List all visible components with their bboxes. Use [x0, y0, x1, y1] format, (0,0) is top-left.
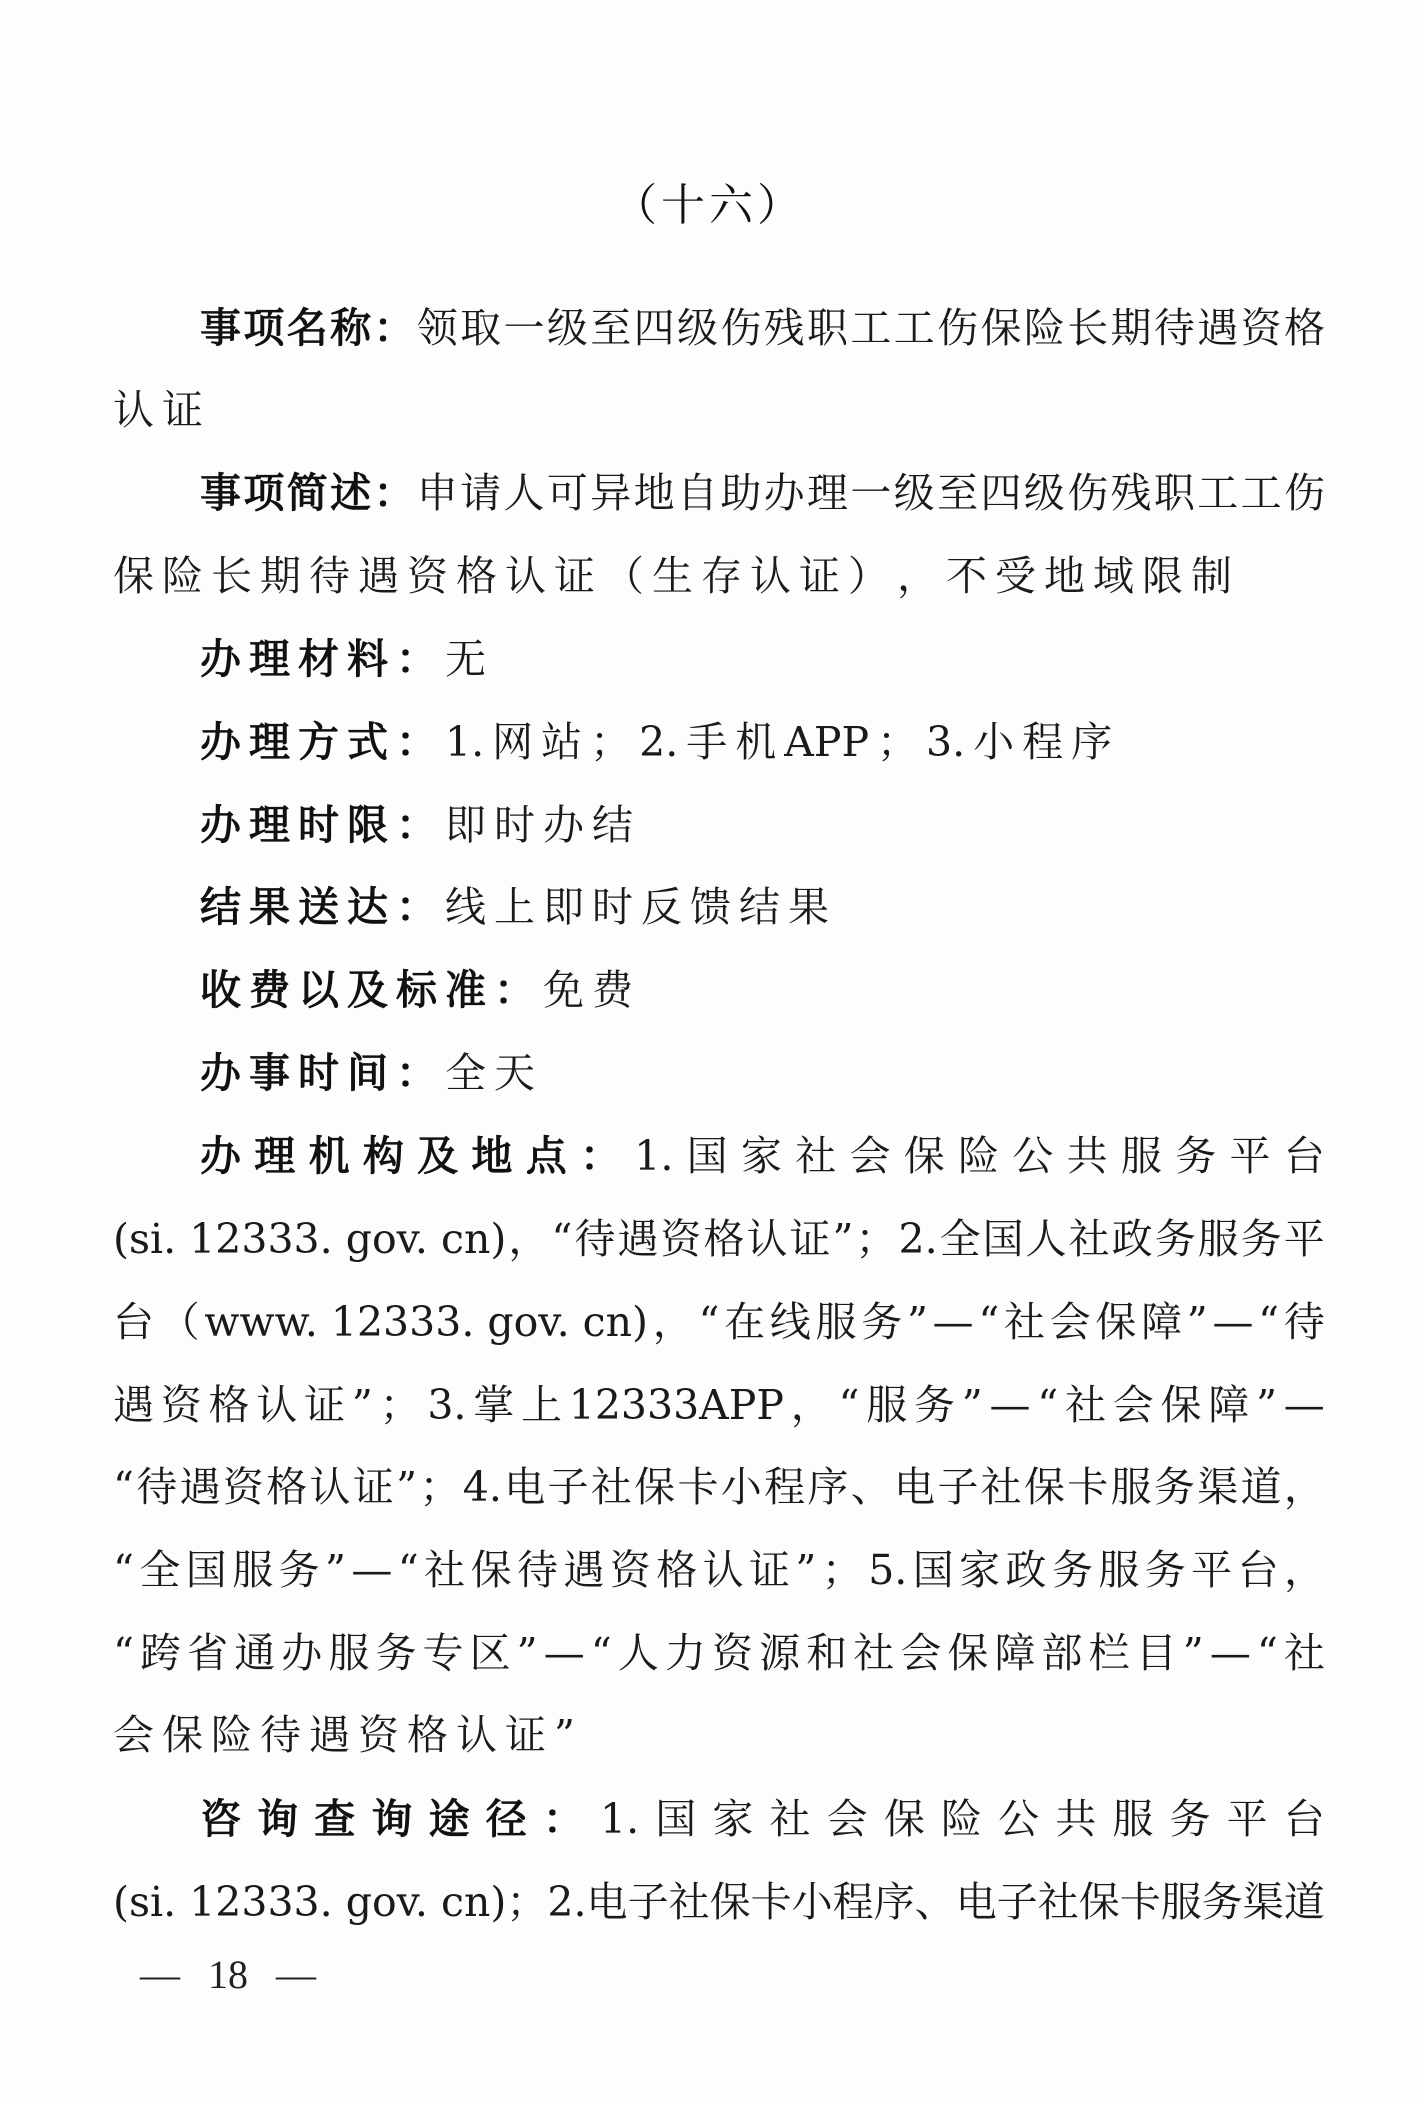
continuation-line: 认 证	[113, 386, 203, 434]
field-line: 事 项 简 述 ： 申 请 人 可 异 地 自 助 办 理 一 级 至 四 级 伤 残 职 工 工 伤	[200, 469, 1325, 517]
page-number-dash-left: —	[140, 1952, 180, 1997]
continuation-line: 保 险 长 期 待 遇 资 格 认 证 （ 生 存 认 证 ） ， 不 受 地 域 限 制	[113, 552, 1232, 600]
continuation-line: (si. 12333. gov. cn) ， “ 待 遇 资 格 认 证 ” ； 2. 全 国 人 社 政 务 服 务 平	[113, 1215, 1325, 1263]
field-line: 办 理 时 限 ： 即 时 办 结	[200, 801, 633, 849]
continuation-line: “ 待 遇 资 格 认 证 ” ； 4. 电 子 社 保 卡 小 程 序 、 电 子 社 保 卡 服 务 渠 道 ，	[113, 1463, 1325, 1511]
continuation-line: “ 跨 省 通 办 服 务 专 区 ” — “ 人 力 资 源 和 社 会 保 障 部 栏 目 ” — “ 社	[113, 1629, 1325, 1677]
field-line: 收 费 以 及 标 准 ： 免 费	[200, 966, 633, 1014]
continuation-line: “ 全 国 服 务 ” — “ 社 保 待 遇 资 格 认 证 ” ； 5. 国 家 政 务 服 务 平 台 ，	[113, 1546, 1325, 1594]
page-number: 18	[208, 1952, 248, 1997]
field-line: 事 项 名 称 ： 领 取 一 级 至 四 级 伤 残 职 工 工 伤 保 险 长 期 待 遇 资 格	[200, 304, 1325, 352]
section-title: （十六）	[613, 180, 805, 231]
field-line: 办 理 方 式 ： 1. 网 站 ； 2. 手 机 APP ； 3. 小 程 序	[200, 718, 1113, 766]
page-number-dash-right: —	[276, 1952, 316, 1997]
continuation-line: (si. 12333. gov. cn) ； 2. 电 子 社 保 卡 小 程 序 、 电 子 社 保 卡 服 务 渠 道	[113, 1878, 1325, 1926]
continuation-line: 会 保 险 待 遇 资 格 认 证 ”	[113, 1711, 575, 1759]
field-line: 办 理 材 料 ： 无	[200, 635, 486, 683]
field-line: 办 事 时 间 ： 全 天	[200, 1049, 535, 1097]
field-line: 结 果 送 达 ： 线 上 即 时 反 馈 结 果	[200, 883, 829, 931]
continuation-line: 遇 资 格 认 证 ” ； 3. 掌 上 12333APP ， “ 服 务 ” — “ 社 会 保 障 ” —	[113, 1381, 1325, 1429]
page-number-footer	[140, 1950, 344, 2000]
field-line: 办 理 机 构 及 地 点 ： 1. 国 家 社 会 保 险 公 共 服 务 平 台	[200, 1132, 1325, 1180]
continuation-line: 台 （ www. 12333. gov. cn) ， “ 在 线 服 务 ” — “ 社 会 保 障 ” — “ 待	[113, 1298, 1325, 1346]
field-line: 咨 询 查 询 途 径 ： 1. 国 家 社 会 保 险 公 共 服 务 平 台	[200, 1795, 1325, 1843]
